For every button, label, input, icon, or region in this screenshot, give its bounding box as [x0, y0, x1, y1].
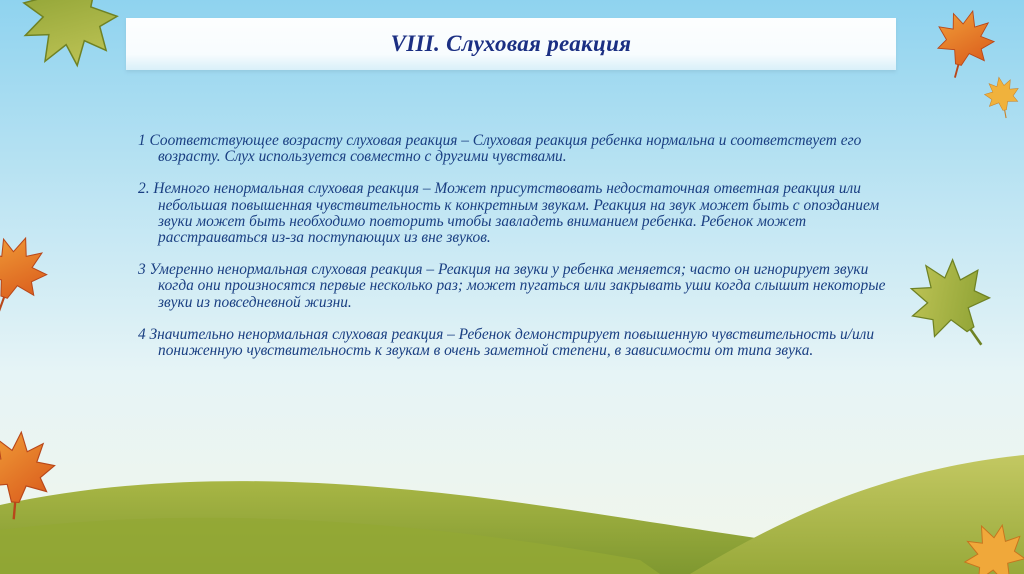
maple-leaf-icon: [893, 243, 1014, 368]
maple-leaf-icon: [927, 4, 1000, 85]
slide-body: [138, 133, 898, 359]
slide-title: VIII. Слуховая реакция: [390, 31, 632, 56]
paragraph-2: 2. Немного ненормальная слуховая реакция – Может присутствовать недостаточная ответная реакция или небольшая повышенная чувствительность к конкретным звукам. Реакция на звук может быть с опозданием звуки может быть необходимо повторить чтобы завладеть вниманием ребенка. Ребенок может расстраиваться из-за поступающих из вне звуков.: [138, 180, 880, 247]
paragraph-1: 1 Соответствующее возрасту слуховая реакция – Слуховая реакция ребенка нормальна и соответствует его возрасту. Слух используется совместно с другими чувствами.: [138, 132, 862, 166]
maple-leaf-icon: [0, 227, 56, 323]
maple-leaf-icon: [4, 0, 144, 85]
paragraph-4: 4 Значительно ненормальная слуховая реакция – Ребенок демонстрирует повышенную чувствительность и/или пониженную чувствительность к звукам в очень заметной степени, в зависимости от типа звука.: [138, 325, 875, 360]
title-banner: [126, 18, 896, 70]
paragraph-3: 3 Умеренно ненормальная слуховая реакция – Реакция на звуки у ребенка меняется; часто он игнорирует звуки когда они произносятся первые несколько раз; может пугаться или закрывать уши когда слышит некоторые звуки из повседневной жизни.: [138, 261, 886, 311]
maple-leaf-icon: [982, 74, 1023, 121]
